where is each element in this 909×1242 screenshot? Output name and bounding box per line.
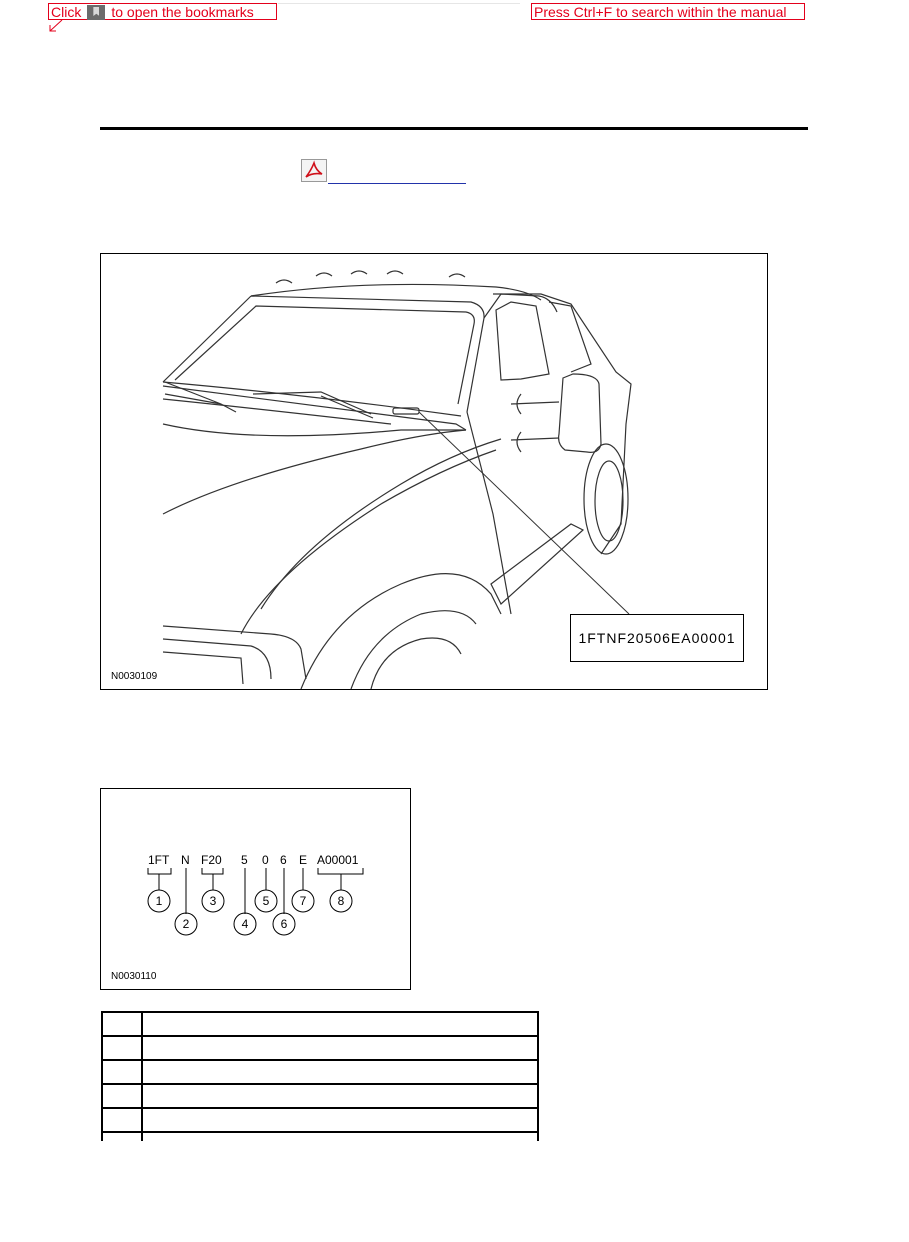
description-cell xyxy=(142,1084,538,1108)
vin-breakdown-diagram xyxy=(101,789,410,989)
item-cell xyxy=(102,1060,142,1084)
callout-number: 6 xyxy=(280,917,288,931)
figure-code: N0030109 xyxy=(111,671,158,682)
legend-table xyxy=(101,1011,539,1141)
bookmarks-hint[interactable] xyxy=(48,3,277,20)
vin-segment-text: 1FT xyxy=(148,853,170,867)
vin-segment-text: F20 xyxy=(201,853,222,867)
item-cell xyxy=(102,1132,142,1141)
table-row xyxy=(102,1060,538,1084)
table-row xyxy=(102,1084,538,1108)
bookmark-icon xyxy=(87,5,105,20)
callout-number: 2 xyxy=(182,917,190,931)
search-hint[interactable]: Press Ctrl+F to search within the manual xyxy=(531,3,805,20)
vin-segment-text: 6 xyxy=(280,853,287,867)
vin-segment-text: A00001 xyxy=(317,853,359,867)
description-cell xyxy=(142,1108,538,1132)
bookmarks-hint-suffix: to open the bookmarks xyxy=(111,4,254,20)
item-cell xyxy=(102,1084,142,1108)
bookmarks-hint-prefix: Click xyxy=(51,4,82,20)
vin-location-figure xyxy=(100,253,768,690)
vin-segment-text: 5 xyxy=(241,853,248,867)
table-row xyxy=(102,1108,538,1132)
description-cell xyxy=(142,1060,538,1084)
figure-code: N0030110 xyxy=(111,971,157,982)
vin-segment-text: 0 xyxy=(262,853,269,867)
table-row xyxy=(102,1036,538,1060)
callout-number: 3 xyxy=(209,894,217,908)
arrow-icon xyxy=(47,18,65,34)
item-cell xyxy=(102,1108,142,1132)
hint-divider xyxy=(278,3,520,4)
section-rule xyxy=(100,127,808,130)
callout-number: 4 xyxy=(241,917,249,931)
item-cell xyxy=(102,1036,142,1060)
pdf-link[interactable] xyxy=(328,183,466,184)
callout-number: 5 xyxy=(262,894,270,908)
description-cell xyxy=(142,1132,538,1141)
description-cell xyxy=(142,1012,538,1036)
description-cell xyxy=(142,1036,538,1060)
vin-segment-text: E xyxy=(299,853,308,867)
table-row xyxy=(102,1012,538,1036)
item-cell xyxy=(102,1012,142,1036)
vin-segment-text: N xyxy=(181,853,190,867)
callout-number: 1 xyxy=(155,894,163,908)
pdf-icon[interactable] xyxy=(301,159,327,182)
table-row xyxy=(102,1132,538,1141)
vin-callout-box: 1FTNF20506EA00001 xyxy=(570,614,744,662)
callout-number: 7 xyxy=(299,894,307,908)
callout-number: 8 xyxy=(337,894,345,908)
vin-breakdown-figure xyxy=(100,788,411,990)
